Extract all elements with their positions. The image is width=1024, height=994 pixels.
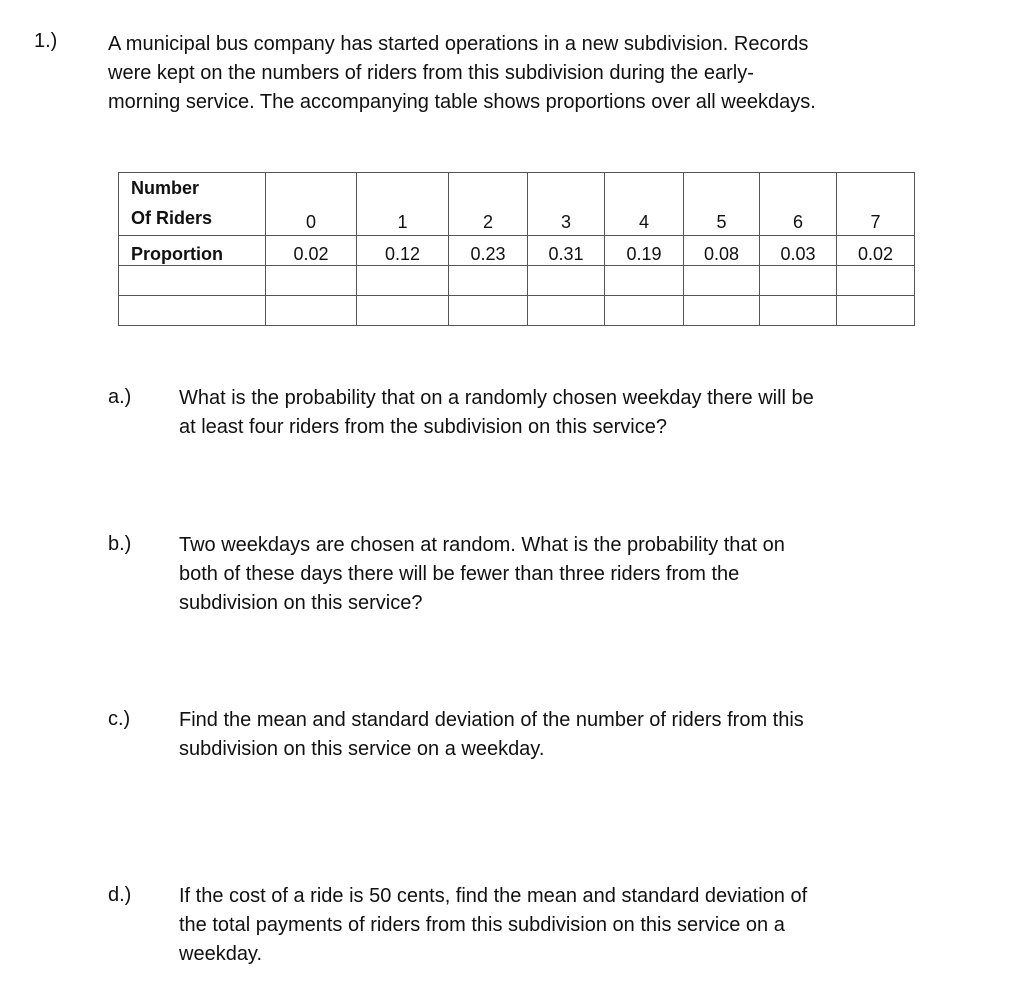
empty-cell [266, 296, 357, 326]
proportion-cell: 0.23 [449, 236, 528, 266]
empty-cell [449, 296, 528, 326]
proportion-cell: 0.02 [837, 236, 915, 266]
empty-cell [837, 296, 915, 326]
header-label-cell [119, 173, 266, 236]
question-a-text [179, 384, 919, 442]
question-c-text [179, 706, 919, 764]
empty-cell [119, 266, 266, 296]
question-line: the total payments of riders from this subdivision on this service on a [179, 914, 785, 936]
question-d-text [179, 882, 919, 969]
riders-cell: 7 [837, 173, 915, 236]
empty-cell [684, 296, 760, 326]
problem-number: 1.) [34, 30, 58, 52]
table-empty-row [119, 296, 915, 326]
question-line: at least four riders from the subdivision on this service? [179, 416, 667, 438]
question-line: weekday. [179, 943, 263, 965]
riders-cell: 0 [266, 173, 357, 236]
empty-cell [684, 266, 760, 296]
proportion-cell: 0.19 [605, 236, 684, 266]
question-line: both of these days there will be fewer than three riders from the [179, 563, 740, 585]
empty-cell [528, 266, 605, 296]
empty-cell [357, 296, 449, 326]
table-empty-row [119, 266, 915, 296]
intro-line: A municipal bus company has started operations in a new subdivision. Records [108, 33, 809, 55]
question-line: If the cost of a ride is 50 cents, find the mean and standard deviation of [179, 885, 808, 907]
question-line: What is the probability that on a randomly chosen weekday there will be [179, 387, 814, 409]
question-line: Two weekdays are chosen at random. What is the probability that on [179, 534, 785, 556]
empty-cell [357, 266, 449, 296]
empty-cell [605, 266, 684, 296]
question-d-label: d.) [108, 884, 132, 906]
question-line: subdivision on this service on a weekday. [179, 738, 545, 760]
riders-table [118, 172, 915, 326]
proportion-cell: 0.12 [357, 236, 449, 266]
question-line: subdivision on this service? [179, 592, 423, 614]
proportion-cell: 0.31 [528, 236, 605, 266]
proportion-label-cell: Proportion [119, 236, 266, 266]
question-a-label: a.) [108, 386, 132, 408]
header-label-line1: Number [131, 178, 200, 198]
question-b-label: b.) [108, 533, 132, 555]
riders-cell: 3 [528, 173, 605, 236]
proportion-cell: 0.02 [266, 236, 357, 266]
riders-cell: 1 [357, 173, 449, 236]
header-label-line2: Of Riders [131, 208, 213, 228]
proportion-cell: 0.08 [684, 236, 760, 266]
question-line: Find the mean and standard deviation of the number of riders from this [179, 709, 804, 731]
riders-cell: 6 [760, 173, 837, 236]
riders-cell: 2 [449, 173, 528, 236]
proportion-cell: 0.03 [760, 236, 837, 266]
intro-line: were kept on the numbers of riders from this subdivision during the early- [108, 62, 754, 84]
empty-cell [266, 266, 357, 296]
empty-cell [760, 296, 837, 326]
question-c-label: c.) [108, 708, 131, 730]
problem-intro [108, 30, 908, 117]
empty-cell [760, 266, 837, 296]
riders-cell: 5 [684, 173, 760, 236]
empty-cell [119, 296, 266, 326]
table-header-row [119, 173, 915, 236]
empty-cell [528, 296, 605, 326]
empty-cell [837, 266, 915, 296]
intro-line: morning service. The accompanying table shows proportions over all weekdays. [108, 91, 816, 113]
riders-cell: 4 [605, 173, 684, 236]
empty-cell [449, 266, 528, 296]
empty-cell [605, 296, 684, 326]
table-proportion-row [119, 236, 915, 266]
question-b-text [179, 531, 919, 618]
